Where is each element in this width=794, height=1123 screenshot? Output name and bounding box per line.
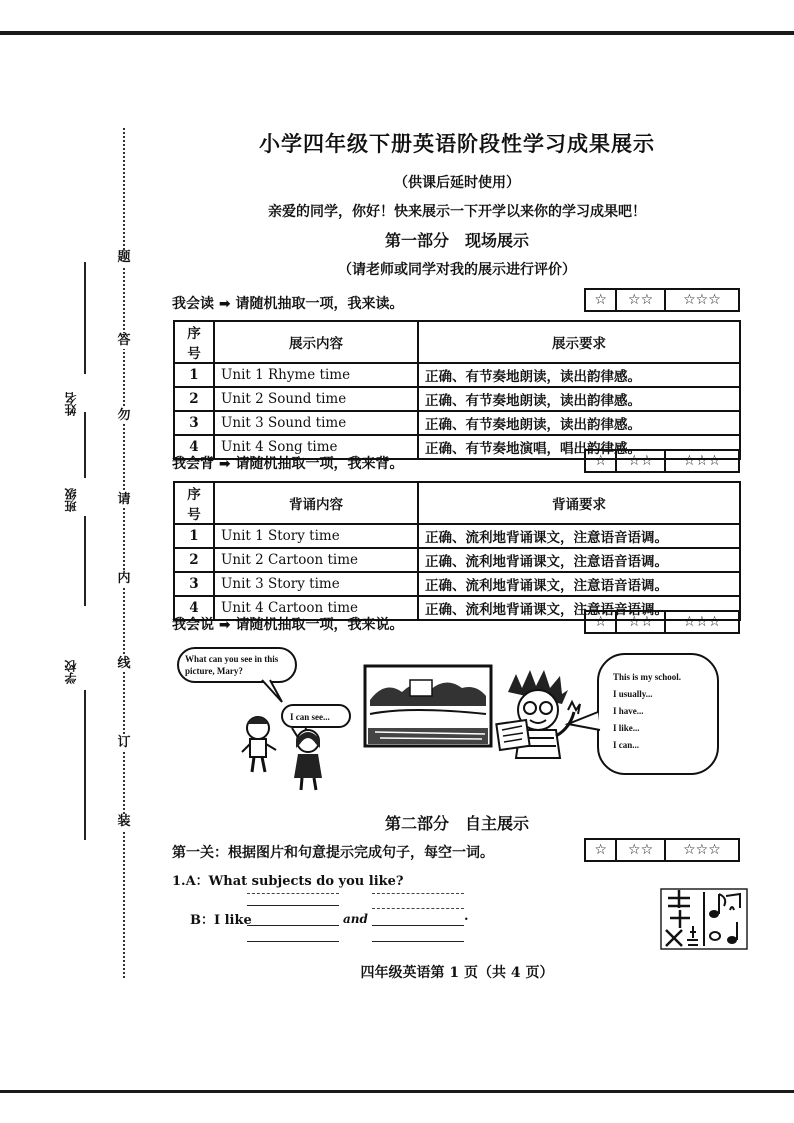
table-header-row [174,482,740,524]
recite-table [173,481,741,621]
row-number: 2 [174,387,214,411]
rating-stars-part2 [584,838,740,862]
task-speak [172,614,403,634]
two-stars[interactable]: ☆☆ [617,840,666,860]
task-recite-label: 我会背 [172,456,214,472]
three-stars[interactable]: ☆☆☆ [683,842,721,858]
class-label: 班级 [64,488,78,512]
one-star[interactable]: ☆ [586,840,617,860]
header-content: 展示内容 [214,321,418,363]
part1-note: （请老师或同学对我的展示进行评价） [338,262,576,278]
rating-stars-read [584,288,740,312]
page-footer: 四年级英语第 1 页（共 4 页） [360,965,554,981]
header-no: 序号 [174,482,214,524]
guide-line [247,893,339,894]
answer-blank-1[interactable] [247,925,339,926]
school-line: I like... [613,723,640,733]
table-row [174,548,740,572]
school-line: I usually... [613,689,653,699]
row-requirement: 正确、有节奏地朗读，读出韵律感。 [418,363,740,387]
row-number: 1 [174,363,214,387]
school-label: 学校 [64,660,78,684]
seal-char: 答 [117,333,131,348]
header-no: 序号 [174,321,214,363]
top-rule [0,31,794,35]
speech-bubble-question: What can you see in this picture, Mary? [177,647,297,683]
name-label: 姓名 [64,392,78,416]
table-row [174,524,740,548]
answer-b-end: . [464,909,469,924]
row-number: 3 [174,411,214,435]
one-star[interactable]: ☆ [586,451,617,471]
row-content: Unit 2 Sound time [214,387,418,411]
seal-char: 勿 [117,408,131,423]
three-stars[interactable]: ☆☆☆ [683,453,721,469]
greeting: 亲爱的同学，你好！快来展示一下开学以来你的学习成果吧！ [268,204,646,220]
seal-char: 请 [117,492,131,507]
subtitle: （供课后延时使用） [394,175,520,191]
seal-char: 题 [117,250,131,265]
read-table [173,320,741,460]
table-row [174,572,740,596]
landscape-picture [365,666,491,746]
seal-char: 内 [117,571,131,586]
row-number: 1 [174,524,214,548]
row-content: Unit 3 Sound time [214,411,418,435]
rating-stars-recite [584,449,740,473]
row-requirement: 正确、流利地背诵课文，注意语音语调。 [418,524,740,548]
header-requirement: 展示要求 [418,321,740,363]
school-line: I have... [613,706,644,716]
boy-figure [242,717,276,772]
row-number: 2 [174,548,214,572]
guide-line [372,893,464,894]
row-requirement: 正确、有节奏地朗读，读出韵律感。 [418,387,740,411]
school-line: This is my school. [613,672,682,682]
name-line [84,262,86,374]
row-content: Unit 2 Cartoon time [214,548,418,572]
table-row [174,363,740,387]
guide-line [372,941,464,942]
speaking-illustration [170,640,750,810]
one-star[interactable]: ☆ [586,612,617,632]
header-requirement: 背诵要求 [418,482,740,524]
seal-char: 装 [117,814,131,829]
two-stars[interactable]: ☆☆ [617,612,666,632]
page-title: 小学四年级下册英语阶段性学习成果展示 [259,131,655,156]
row-requirement: 正确、流利地背诵课文，注意语音语调。 [418,548,740,572]
class-line-2 [84,516,86,606]
question-a: 1.A：What subjects do you like? [172,874,404,889]
three-stars[interactable]: ☆☆☆ [683,292,721,308]
table-row [174,387,740,411]
class-line [84,412,86,478]
task-read-label: 我会读 [172,296,214,312]
task-speak-instruction: 请随机抽取一项，我来说。 [235,617,404,633]
table-row [174,411,740,435]
two-stars[interactable]: ☆☆ [617,290,666,310]
row-requirement: 正确、流利地背诵课文，注意语音语调。 [418,572,740,596]
answer-b-prefix: B：I like [190,913,252,928]
rating-stars-speak [584,610,740,634]
row-content: Unit 3 Story time [214,572,418,596]
subjects-picture [660,888,748,950]
task-recite [172,453,403,473]
part2-task1: 第一关：根据图片和句意提示完成句子，每空一词。 [172,845,494,861]
row-content: Unit 1 Story time [214,524,418,548]
guide-line [247,905,339,906]
task-recite-instruction: 请随机抽取一项，我来背。 [235,456,404,472]
row-content: Unit 4 Song time [214,435,418,459]
row-requirement: 正确、流利地背诵课文，注意语音语调。 [418,596,740,620]
school-line: I can... [613,740,640,750]
row-number: 4 [174,435,214,459]
school-line [84,690,86,840]
speech-bubble-answer: I can see... [281,704,351,728]
row-number: 3 [174,572,214,596]
guide-line [247,941,339,942]
answer-b-and: and [343,912,368,926]
boy-with-glasses-figure [496,670,580,758]
arrow-icon: ➡ [218,296,231,312]
arrow-icon: ➡ [218,456,231,472]
row-requirement: 正确、有节奏地演唱，唱出韵律感。 [418,435,740,459]
task-read [172,293,403,313]
girl-figure [294,730,322,790]
bottom-rule [0,1090,794,1093]
table-header-row [174,321,740,363]
row-content: Unit 1 Rhyme time [214,363,418,387]
part1-heading: 第一部分 现场展示 [384,231,529,250]
arrow-icon: ➡ [218,617,231,633]
row-requirement: 正确、有节奏地朗读，读出韵律感。 [418,411,740,435]
one-star[interactable]: ☆ [586,290,617,310]
bubble-tail [262,680,282,702]
guide-line [372,908,464,909]
task-speak-label: 我会说 [172,617,214,633]
part2-heading: 第二部分 自主展示 [384,814,529,833]
answer-blank-2[interactable] [372,925,464,926]
row-content: Unit 4 Cartoon time [214,596,418,620]
three-stars[interactable]: ☆☆☆ [683,614,721,630]
row-number: 4 [174,596,214,620]
task-read-instruction: 请随机抽取一项，我来读。 [235,296,404,312]
seal-char: 线 [117,656,131,671]
two-stars[interactable]: ☆☆ [617,451,666,471]
seal-char: 订 [117,735,131,750]
header-content: 背诵内容 [214,482,418,524]
